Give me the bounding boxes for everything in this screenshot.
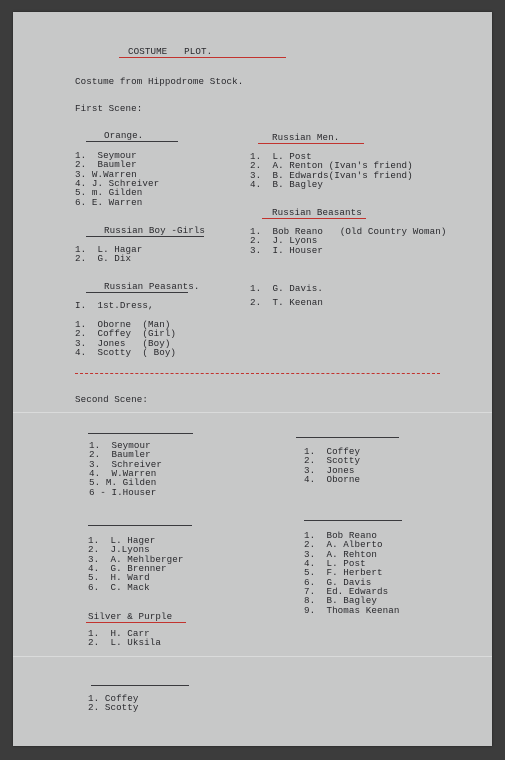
list-item: 4. J. Schreiver bbox=[75, 178, 160, 190]
list-item: 1. Oborne (Man) bbox=[75, 319, 171, 330]
list-item: 1. H. Carr bbox=[88, 628, 150, 639]
group-b-rule bbox=[296, 437, 399, 438]
list-item: 8. B. Bagley bbox=[304, 595, 377, 607]
group-c-rule bbox=[88, 525, 192, 526]
list-item: 3. Schreiver bbox=[89, 458, 162, 470]
list-item: 6. E. Warren bbox=[75, 196, 143, 208]
list-item: 2. G. Dix bbox=[75, 253, 132, 265]
russian-beasants-underline bbox=[262, 218, 366, 219]
list-item: 5. M. Gilden bbox=[89, 477, 157, 489]
list-item: 2. Baumler bbox=[75, 159, 137, 171]
list-item: 2. Coffey (Girl) bbox=[75, 328, 177, 340]
list-item: 3. A. Mehlberger bbox=[88, 553, 184, 565]
list-item: 4. G. Brenner bbox=[88, 563, 167, 575]
title-underline bbox=[119, 57, 286, 58]
list-item: 1. L. Hagar bbox=[75, 244, 143, 255]
scene-divider bbox=[75, 373, 440, 374]
list-item: 1. L. Post bbox=[250, 151, 312, 162]
orange-heading: Orange. bbox=[104, 130, 144, 141]
list-item: 2. J. Lyons bbox=[250, 235, 318, 247]
second-scene-group-d bbox=[304, 531, 399, 615]
russian-boy-girls-underline bbox=[86, 236, 204, 237]
list-item: 3. W.Warren bbox=[75, 168, 137, 180]
russian-boy-girls-list bbox=[75, 245, 142, 264]
silver-purple-heading: Silver & Purple bbox=[88, 611, 173, 622]
list-item: 3. B. Edwards(Ivan's friend) bbox=[250, 169, 413, 181]
list-item: 1. Bob Reano (Old Country Woman) bbox=[250, 226, 447, 237]
list-item: 2. T. Keenan bbox=[250, 297, 323, 308]
list-item: 4. Oborne bbox=[304, 474, 361, 486]
paper-fold-line bbox=[13, 656, 492, 657]
russian-peasants-heading: Russian Peasants. bbox=[104, 281, 200, 292]
silver-purple-underline bbox=[86, 622, 186, 623]
list-item: 1. Coffey bbox=[304, 446, 361, 457]
list-item: 9. Thomas Keenan bbox=[304, 604, 400, 616]
list-item: 2. J.Lyons bbox=[88, 544, 150, 556]
list-item: 3. Jones bbox=[304, 464, 355, 476]
list-item: 6. C. Mack bbox=[88, 581, 150, 593]
list-item: 1. Coffey bbox=[88, 693, 139, 704]
first-scene-label: First Scene: bbox=[75, 103, 143, 114]
list-item: 4. Scotty ( Boy) bbox=[75, 347, 177, 359]
list-item: 2. Baumler bbox=[89, 449, 151, 461]
russian-men-heading: Russian Men. bbox=[272, 132, 340, 143]
list-item: 1. Bob Reano bbox=[304, 530, 377, 541]
list-item: 5. H. Ward bbox=[88, 572, 150, 584]
list-item: 2. L. Uksila bbox=[88, 637, 161, 649]
list-item: 1. G. Davis. bbox=[250, 283, 323, 294]
second-scene-group-a bbox=[89, 441, 162, 497]
paper-fold-line bbox=[13, 412, 492, 413]
document-page bbox=[13, 12, 492, 746]
list-item: 6. G. Davis bbox=[304, 576, 372, 588]
list-item: 1. Seymour bbox=[75, 150, 137, 161]
list-item: 2. A. Alberto bbox=[304, 539, 383, 551]
list-item: 4. W.Warren bbox=[89, 468, 157, 480]
orange-list bbox=[75, 151, 159, 207]
russian-peasants-underline bbox=[86, 292, 188, 293]
list-item: 5. m. Gilden bbox=[75, 187, 143, 199]
second-scene-group-e bbox=[88, 694, 139, 713]
group-e-rule bbox=[91, 685, 189, 686]
silver-purple-list bbox=[88, 629, 161, 648]
list-item: 3. Jones (Boy) bbox=[75, 337, 171, 349]
second-scene-group-b bbox=[304, 447, 360, 484]
list-item: 3. I. Houser bbox=[250, 244, 323, 256]
list-item: 4. B. Bagley bbox=[250, 179, 323, 191]
list-item: 4. L. Post bbox=[304, 558, 366, 570]
russian-beasants-list bbox=[250, 227, 446, 255]
list-item: 2. Scotty bbox=[88, 702, 139, 714]
list-item: 1. L. Hager bbox=[88, 535, 156, 546]
group-d-rule bbox=[304, 520, 402, 521]
first-dress-label: I. 1st.Dress, bbox=[75, 300, 154, 311]
list-item: 1. Seymour bbox=[89, 440, 151, 451]
russian-peasants-list bbox=[75, 320, 176, 357]
russian-boy-girls-heading: Russian Boy -Girls bbox=[104, 225, 206, 236]
russian-beasants-heading: Russian Beasants bbox=[272, 207, 362, 218]
list-item: 2. Scotty bbox=[304, 455, 361, 467]
second-scene-group-c bbox=[88, 536, 183, 592]
orange-underline bbox=[86, 141, 178, 142]
list-item: 5. F. Herbert bbox=[304, 567, 383, 579]
russian-men-underline bbox=[258, 143, 364, 144]
list-item: 2. A. Renton (Ivan's friend) bbox=[250, 160, 413, 172]
list-item: 6 - I.Houser bbox=[89, 486, 157, 498]
russian-men-list bbox=[250, 152, 413, 189]
list-item: 7. Ed. Edwards bbox=[304, 586, 389, 598]
page-title: COSTUME PLOT. bbox=[128, 46, 213, 57]
second-scene-label: Second Scene: bbox=[75, 394, 148, 405]
document-subtitle: Costume from Hippodrome Stock. bbox=[75, 76, 244, 87]
group-a-rule bbox=[88, 433, 193, 434]
list-item: 3. A. Rehton bbox=[304, 548, 377, 560]
